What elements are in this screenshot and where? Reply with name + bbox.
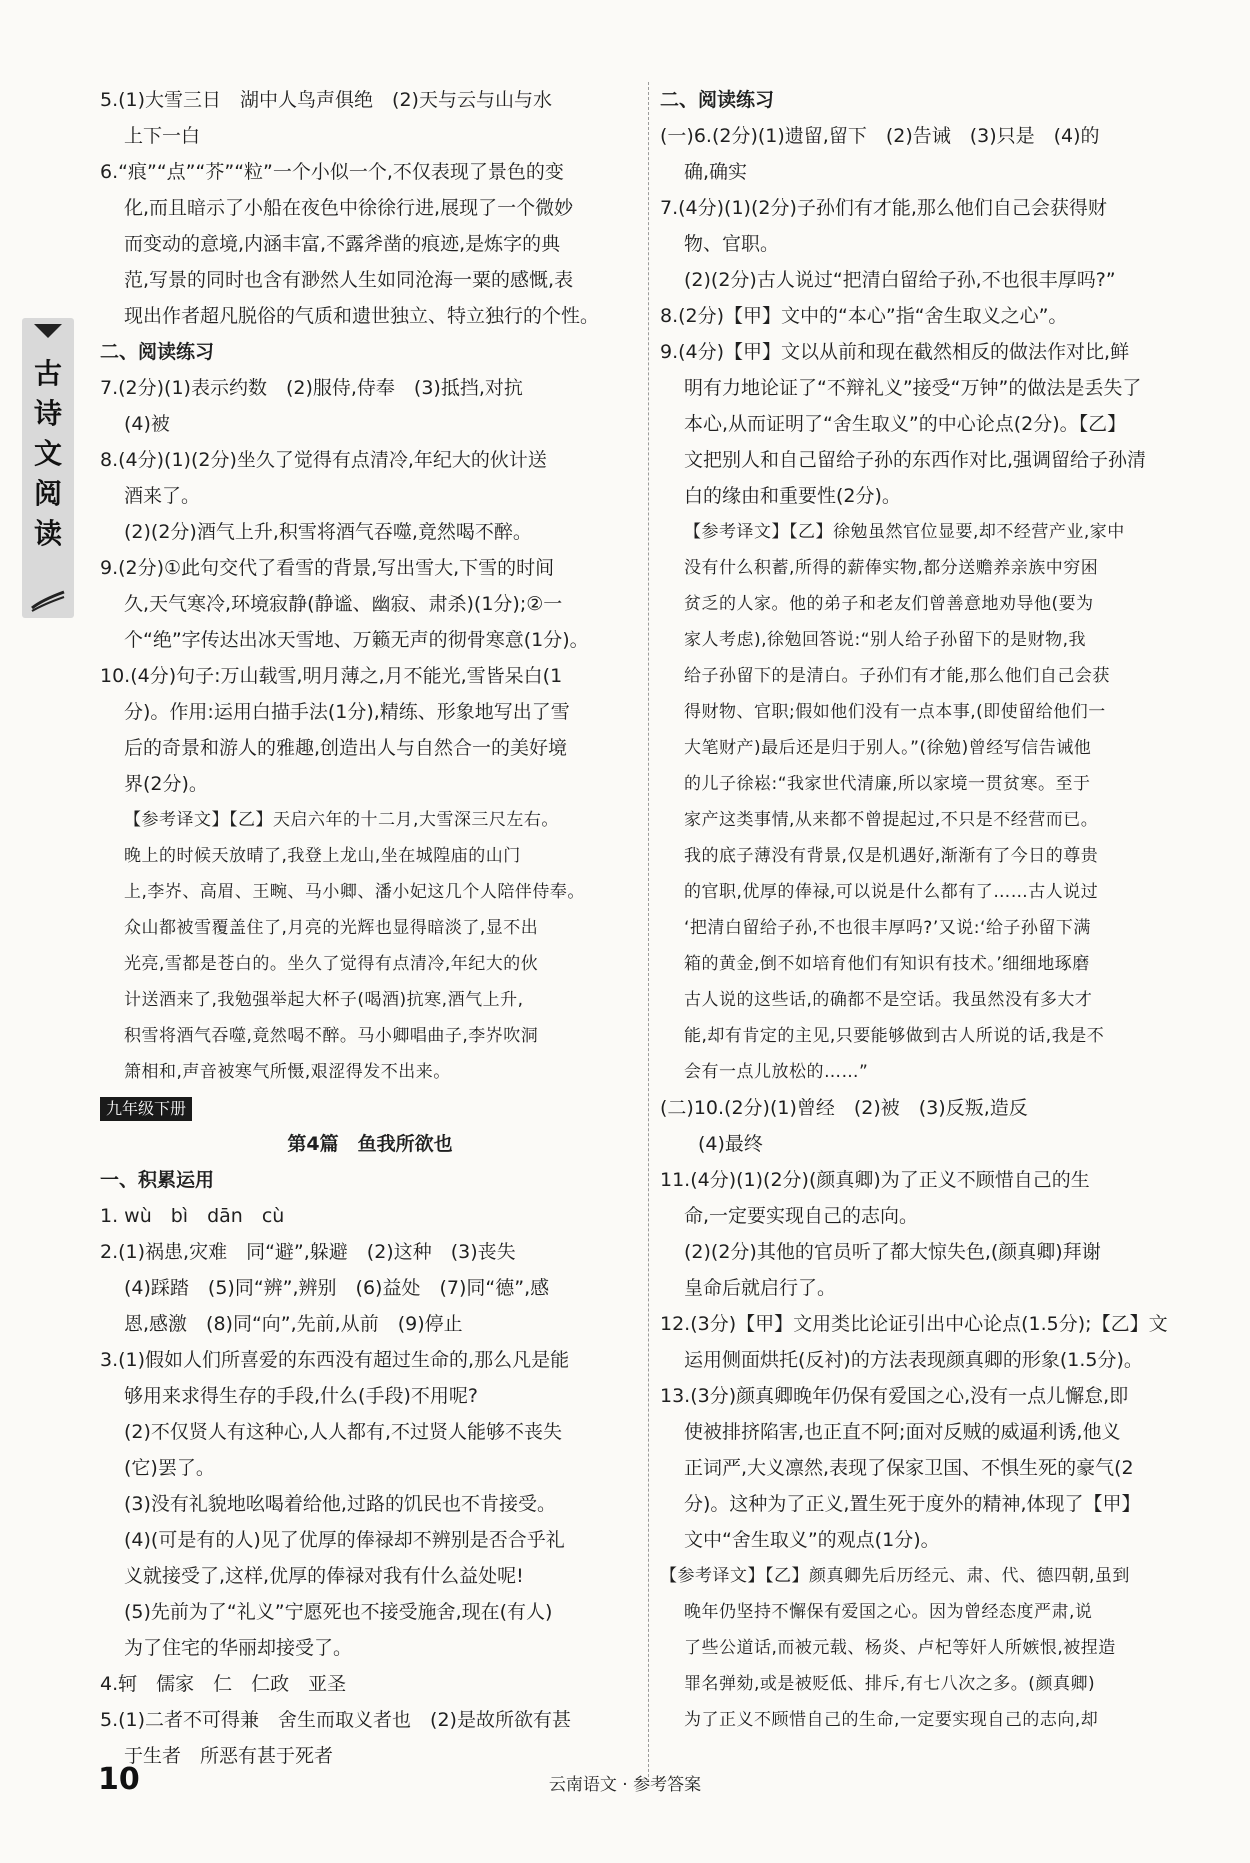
text-line: 5.(1)二者不可得兼 舍生而取义者也 (2)是故所欲有甚 (100, 1709, 571, 1731)
text-line: 12.(3分)【甲】文用类比论证引出中心论点(1.5分);【乙】文 (660, 1313, 1168, 1335)
text-line: 众山都被雪覆盖住了,月亮的光辉也显得暗淡了,显不出 (124, 918, 539, 938)
text-line: 使被排挤陷害,也正直不阿;面对反贼的威逼利诱,他义 (684, 1421, 1121, 1443)
text-line: 而变动的意境,内涵丰富,不露斧凿的痕迹,是炼字的典 (124, 233, 561, 255)
text-line: 【参考译文】【乙】颜真卿先后历经元、肃、代、德四朝,虽到 (660, 1566, 1130, 1586)
text-line: 文把别人和自己留给子孙的东西作对比,强调留给子孙清 (684, 449, 1147, 471)
text-line: 会有一点儿放松的……” (684, 1062, 869, 1082)
text-line: 3.(1)假如人们所喜爱的东西没有超过生命的,那么凡是能 (100, 1349, 570, 1371)
text-line: (4)踩踏 (5)同“辨”,辨别 (6)益处 (7)同“德”,感 (124, 1277, 550, 1299)
text-line: (2)(2分)其他的官员听了都大惊失色,(颜真卿)拜谢 (684, 1241, 1101, 1263)
text-line: 白的缘由和重要性(2分)。 (684, 485, 901, 507)
left-column (100, 82, 640, 1774)
text-line: 给子孙留下的是清白。子孙们有才能,那么他们自己会获 (684, 666, 1110, 686)
text-line: 运用侧面烘托(反衬)的方法表现颜真卿的形象(1.5分)。 (684, 1349, 1143, 1371)
right-column (660, 82, 1198, 1738)
text-line: (2)(2分)古人说过“把清白留给子孙,不也很丰厚吗?” (684, 269, 1116, 291)
text-line: 化,而且暗示了小船在夜色中徐徐行进,展现了一个微妙 (124, 197, 574, 219)
text-line: 4.轲 儒家 仁 仁政 亚圣 (100, 1673, 347, 1695)
page-number: 10 (98, 1762, 140, 1797)
side-tab-label: 古诗文阅读 (33, 357, 62, 550)
text-line: 现出作者超凡脱俗的气质和遗世独立、特立独行的个性。 (124, 305, 600, 327)
text-line (100, 1090, 640, 1126)
text-line: 8.(2分)【甲】文中的“本心”指“舍生取义之心”。 (660, 305, 1068, 327)
text-line: 一、积累运用 (100, 1169, 215, 1191)
text-line: 没有什么积蓄,所得的薪俸实物,都分送赡养亲族中穷困 (684, 558, 1099, 578)
text-line: 为了住宅的华丽却接受了。 (124, 1637, 353, 1659)
text-line: 9.(2分)①此句交代了看雪的背景,写出雪大,下雪的时间 (100, 557, 555, 579)
text-line: 正词严,大义凛然,表现了保家卫国、不惧生死的豪气(2 (684, 1457, 1134, 1479)
text-line: 9.(4分)【甲】文以从前和现在截然相反的做法作对比,鲜 (660, 341, 1130, 363)
text-line: 11.(4分)(1)(2分)(颜真卿)为了正义不顾惜自己的生 (660, 1169, 1090, 1191)
text-line: 范,写景的同时也含有渺然人生如同沧海一粟的感慨,表 (124, 269, 574, 291)
swoosh-decoration-icon (30, 590, 66, 612)
text-line: 古人说的这些话,的确都不是空话。我虽然没有多大才 (684, 990, 1093, 1010)
text-line: (一)6.(2分)(1)遗留,留下 (2)告诫 (3)只是 (4)的 (660, 125, 1100, 147)
text-line: 7.(4分)(1)(2分)子孙们有才能,那么他们自己会获得财 (660, 197, 1107, 219)
section-side-tab (22, 318, 74, 618)
text-line: 8.(4分)(1)(2分)坐久了觉得有点清冷,年纪大的伙计送 (100, 449, 547, 471)
text-line: 二、阅读练习 (660, 89, 775, 111)
text-line: 命,一定要实现自己的志向。 (684, 1205, 919, 1227)
text-line: 【参考译文】【乙】天启六年的十二月,大雪深三尺左右。 (124, 810, 559, 830)
text-line: (2)(2分)酒气上升,积雪将酒气吞噬,竟然喝不醉。 (124, 521, 532, 543)
text-line: 罪名弹劾,或是被贬低、排斥,有七八次之多。(颜真卿) (684, 1674, 1096, 1694)
text-line: 我的底子薄没有背景,仅是机遇好,渐渐有了今日的尊贵 (684, 846, 1099, 866)
text-line: 了些公道话,而被元载、杨炎、卢杞等奸人所嫉恨,被捏造 (684, 1638, 1116, 1658)
text-line: (3)没有礼貌地吆喝着给他,过路的饥民也不肯接受。 (124, 1493, 556, 1515)
text-line: 酒来了。 (124, 485, 201, 507)
text-line: 箱的黄金,倒不如培育他们有知识有技术。’细细地琢磨 (684, 954, 1090, 974)
text-line: 13.(3分)颜真卿晚年仍保有爱国之心,没有一点儿懈怠,即 (660, 1385, 1129, 1407)
text-line: 上下一白 (124, 125, 201, 147)
text-line: 的儿子徐崧:“我家世代清廉,所以家境一贯贫寒。至于 (684, 774, 1091, 794)
text-line: 个“绝”字传达出冰天雪地、万籁无声的彻骨寒意(1分)。 (124, 629, 589, 651)
text-line: 分)。这种为了正义,置生死于度外的精神,体现了【甲】 (684, 1493, 1141, 1515)
text-line: 5.(1)大雪三日 湖中人鸟声俱绝 (2)天与云与山与水 (100, 89, 552, 111)
text-line: 确,确实 (684, 161, 748, 183)
text-line: 【参考译文】【乙】徐勉虽然官位显要,却不经营产业,家中 (684, 522, 1125, 542)
text-line: ‘把清白留给子孙,不也很丰厚吗?’又说:‘给子孙留下满 (684, 918, 1091, 938)
text-line: 晚年仍坚持不懈保有爱国之心。因为曾经态度严肃,说 (684, 1602, 1093, 1622)
text-line: (2)不仅贤人有这种心,人人都有,不过贤人能够不丧失 (124, 1421, 562, 1443)
text-line: (5)先前为了“礼义”宁愿死也不接受施舍,现在(有人) (124, 1601, 553, 1623)
text-line: 计送酒来了,我勉强举起大杯子(喝酒)抗寒,酒气上升, (124, 990, 524, 1010)
text-line: 皇命后就启行了。 (684, 1277, 837, 1299)
text-line: (它)罢了。 (124, 1457, 215, 1479)
page-footer: 云南语文 · 参考答案 (548, 1775, 702, 1795)
text-line: 大笔财产)最后还是归于别人。”(徐勉)曾经写信告诫他 (684, 738, 1092, 758)
text-line: 义就接受了,这样,优厚的俸禄对我有什么益处呢! (124, 1565, 524, 1587)
text-line: 分)。作用:运用白描手法(1分),精练、形象地写出了雪 (124, 701, 570, 723)
text-line: 光亮,雪都是苍白的。坐久了觉得有点清冷,年纪大的伙 (124, 954, 539, 974)
text-line: (4)被 (124, 413, 170, 435)
grade-label-tag: 九年级下册 (100, 1097, 192, 1121)
text-line: 的官职,优厚的俸禄,可以说是什么都有了……古人说过 (684, 882, 1099, 902)
text-line: 够用来求得生存的手段,什么(手段)不用呢? (124, 1385, 478, 1407)
text-line: 箫相和,声音被寒气所慑,艰涩得发不出来。 (124, 1062, 451, 1082)
text-line: 家人考虑),徐勉回答说:“别人给子孙留下的是财物,我 (684, 630, 1086, 650)
text-line: 积雪将酒气吞噬,竟然喝不醉。马小卿唱曲子,李岕吹洞 (124, 1026, 539, 1046)
text-line: 界(2分)。 (124, 773, 208, 795)
text-line: 本心,从而证明了“舍生取义”的中心论点(2分)。【乙】 (684, 413, 1127, 435)
text-line: 恩,感激 (8)同“向”,先前,从前 (9)停止 (124, 1313, 463, 1335)
text-line: 二、阅读练习 (100, 341, 215, 363)
text-line: 第4篇 鱼我所欲也 (287, 1133, 453, 1155)
text-line: 贫乏的人家。他的弟子和老友们曾善意地劝导他(要为 (684, 594, 1094, 614)
text-line: 文中“舍生取义”的观点(1分)。 (684, 1529, 940, 1551)
text-line: 后的奇景和游人的雅趣,创造出人与自然合一的美好境 (124, 737, 568, 759)
text-line: 于生者 所恶有甚于死者 (124, 1745, 334, 1767)
text-line: 上,李岕、高眉、王畹、马小卿、潘小妃这几个人陪伴侍奉。 (124, 882, 585, 902)
text-line: (4)(可是有的人)见了优厚的俸禄却不辨别是否合乎礼 (124, 1529, 565, 1551)
text-line: 家产这类事情,从来都不曾提起过,不只是不经营而已。 (684, 810, 1099, 830)
text-line: 久,天气寒冷,环境寂静(静谧、幽寂、肃杀)(1分);②一 (124, 593, 563, 615)
text-line: (二)10.(2分)(1)曾经 (2)被 (3)反叛,造反 (660, 1097, 1028, 1119)
text-line: 为了正义不顾惜自己的生命,一定要实现自己的志向,却 (684, 1710, 1099, 1730)
text-line: 得财物、官职;假如他们没有一点本事,(即使留给他们一 (684, 702, 1106, 722)
triangle-marker-icon (34, 324, 62, 338)
text-line: 7.(2分)(1)表示约数 (2)服侍,侍奉 (3)抵挡,对抗 (100, 377, 523, 399)
column-divider (648, 82, 649, 1782)
text-line: 10.(4分)句子:万山载雪,明月薄之,月不能光,雪皆呆白(1 (100, 665, 563, 687)
text-line: 1. wù bì dān cù (100, 1205, 285, 1227)
text-line: 明有力地论证了“不辩礼义”接受“万钟”的做法是丢失了 (684, 377, 1142, 399)
text-line: 物、官职。 (684, 233, 780, 255)
text-line: 晚上的时候天放晴了,我登上龙山,坐在城隍庙的山门 (124, 846, 521, 866)
text-line: 能,却有肯定的主见,只要能够做到古人所说的话,我是不 (684, 1026, 1105, 1046)
text-line: 2.(1)祸患,灾难 同“避”,躲避 (2)这种 (3)丧失 (100, 1241, 516, 1263)
text-line: (4)最终 (698, 1133, 763, 1155)
text-line: 6.“痕”“点”“芥”“粒”一个小似一个,不仅表现了景色的变 (100, 161, 564, 183)
